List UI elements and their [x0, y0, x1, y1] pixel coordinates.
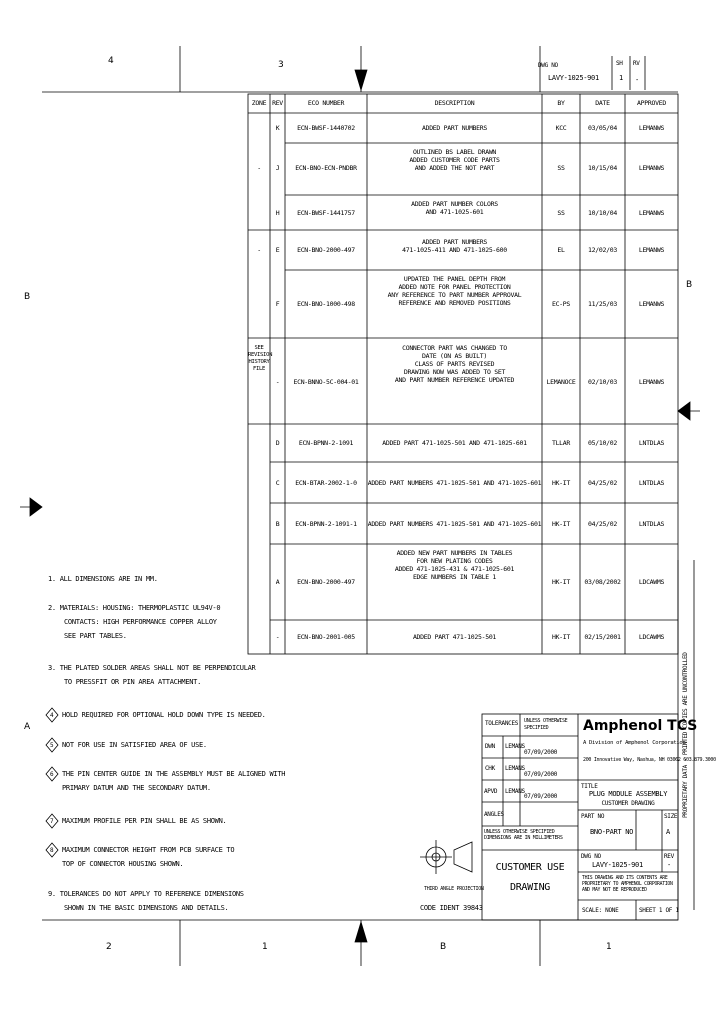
by-cell: KCC [555, 124, 567, 132]
note-3a: 3. THE PLATED SOLDER AREAS SHALL NOT BE PERPENDICULAR [48, 664, 256, 672]
note-9b: SHOWN IN THE BASIC DIMENSIONS AND DETAILS. [64, 904, 229, 912]
eco-cell: ECN-BNO-2000-497 [297, 246, 355, 254]
note-marker-4: 4 [50, 712, 54, 719]
rev-cell: C [275, 479, 280, 487]
by-cell: LEMANOCE [546, 378, 576, 386]
title-label: TITLE [581, 783, 598, 790]
rev-value: - [667, 861, 671, 869]
eco-cell: ECN-BPNN-2-1091 [298, 439, 354, 447]
angles-label: ANGLES [484, 811, 504, 818]
approved-cell: LNTDLAS [638, 479, 665, 487]
note-4: HOLD REQUIRED FOR OPTIONAL HOLD DOWN TYPE IS NEEDED. [62, 711, 266, 719]
by-cell: HK-IT [551, 520, 571, 528]
rev-cell: - [275, 633, 280, 641]
part-label: PART NO [581, 813, 605, 820]
date-cell: 03/05/04 [588, 124, 617, 132]
desc-cell: ADDED PART NUMBERS 471-1025-501 AND 471-1025-601 [367, 479, 542, 487]
rev-label: REV [664, 853, 674, 860]
drawn-date: 07/09/2000 [524, 749, 558, 756]
zone-top-3: 3 [278, 60, 284, 70]
note-2b: CONTACTS: HIGH PERFORMANCE COPPER ALLOY [64, 618, 217, 626]
approved-cell: LEMANWS [638, 124, 665, 132]
zone-left-a: A [24, 722, 31, 732]
approved-cell: LEMANWS [638, 378, 665, 386]
note-marker-8: 8 [50, 847, 54, 854]
zone-cell: SEE REVISION HISTORY FILE [248, 345, 273, 372]
desc-cell: OUTLINED BS LABEL DRAWN ADDED CUSTOMER CODE PARTS AND ADDED THE NOT PART [409, 148, 500, 172]
header-dwg-no: LAVY-1025-901 [548, 74, 599, 82]
disclaimer: THIS DRAWING AND ITS CONTENTS ARE PROPRIETARY TO AMPHENOL CORPORATION AND MAY NOT BE REPRODUCED [582, 876, 673, 893]
eco-cell: ECN-BTAR-2002-1-0 [295, 479, 357, 487]
note-5: NOT FOR USE IN SATISFIED AREA OF USE. [62, 741, 207, 749]
zone-bottom-1: 1 [262, 942, 268, 952]
desc-cell: CONNECTOR PART WAS CHANGED TO DATE (ON AS BUILT) CLASS OF PARTS REVISED DRAWING NOW WAS ADDED TO SET AND PART NUMBER REFERENCE UPDATED [394, 344, 515, 384]
date-cell: 03/08/2002 [584, 578, 621, 586]
desc-cell: ADDED PART NUMBERS 471-1025-501 AND 471-1025-601 [367, 520, 542, 528]
date-cell: 12/02/03 [588, 246, 617, 254]
rev-cell: F [275, 300, 280, 308]
note-6b: PRIMARY DATUM AND THE SECONDARY DATUM. [62, 784, 211, 792]
rev-col-eco: ECO NUMBER [307, 99, 345, 107]
checked-label: CHK [485, 765, 495, 772]
rev-cell: D [275, 439, 280, 447]
eco-cell: ECN-BNNO-5C-004-01 [293, 378, 359, 386]
checked-by: LEMANS [505, 765, 525, 772]
by-cell: SS [557, 209, 565, 217]
drawn-by: LEMANS [505, 743, 525, 750]
zone-cell: - [257, 246, 261, 254]
drawing-title: PLUG MODULE ASSEMBLY [588, 790, 668, 798]
eco-cell: ECN-BNO-2000-497 [297, 578, 355, 586]
customer-use: CUSTOMER USE [495, 862, 565, 873]
rev-cell: - [275, 378, 280, 386]
note-2a: 2. MATERIALS: HOUSING: THERMOPLASTIC UL94V-0 [48, 604, 221, 612]
date-cell: 02/15/2001 [584, 633, 621, 641]
note-8b: TOP OF CONNECTOR HOUSING SHOWN. [62, 860, 184, 868]
zone-right-b: B [686, 280, 693, 290]
projection-label: THIRD ANGLE PROJECTION [424, 886, 484, 892]
code-ident: CODE IDENT 39843 [420, 904, 483, 912]
approved-cell: LEMANWS [638, 300, 665, 308]
approved-cell: LEMANWS [638, 246, 665, 254]
by-cell: HK-IT [551, 479, 571, 487]
rev-col-date: DATE [595, 99, 610, 107]
drawing-subtitle: CUSTOMER DRAWING [601, 800, 655, 807]
brand-logo: Amphenol TCS [583, 718, 698, 734]
note-6a: THE PIN CENTER GUIDE IN THE ASSEMBLY MUST BE ALIGNED WITH [62, 770, 286, 778]
approved-date: 07/09/2000 [524, 793, 558, 800]
sheet-label: SHEET 1 OF 1 [639, 907, 679, 914]
approved-cell: LNTDLAS [638, 520, 665, 528]
date-cell: 04/25/02 [588, 479, 617, 487]
date-cell: 10/10/04 [588, 209, 617, 217]
tolerances-value: UNLESS OTHERWISE SPECIFIED [524, 718, 568, 731]
rev-cell: B [275, 520, 280, 528]
note-marker-6: 6 [50, 771, 54, 778]
note-1: 1. ALL DIMENSIONS ARE IN MM. [48, 575, 158, 583]
approved-cell: LDCAWMS [638, 578, 665, 586]
by-cell: SS [557, 164, 565, 172]
rev-col-by: BY [557, 99, 565, 107]
note-marker-5: 5 [50, 742, 54, 749]
eco-cell: ECN-BNO-ECN-PNDBR [295, 164, 357, 172]
checked-date: 07/09/2000 [524, 771, 558, 778]
size-value: A [666, 828, 670, 836]
date-cell: 02/10/03 [588, 378, 617, 386]
rev-cell: J [275, 164, 280, 172]
header-sheet: 1 [619, 74, 623, 82]
approved-cell: LNTDLAS [638, 439, 665, 447]
eco-cell: ECN-BNO-2001-005 [297, 633, 355, 641]
note-3b: TO PRESSFIT OR PIN AREA ATTACHMENT. [64, 678, 202, 686]
drawn-label: DWN [485, 743, 495, 750]
by-cell: EL [557, 246, 565, 254]
zone-bottom-b: B [440, 942, 447, 952]
approved-by: LEMANS [505, 788, 525, 795]
eco-cell: ECN-BNO-1000-498 [297, 300, 355, 308]
part-number: BNO-PART NO [590, 828, 634, 836]
desc-cell: ADDED PART NUMBERS [421, 124, 488, 132]
rev-cell: K [275, 124, 280, 132]
brand-address: 200 Innovative Way, Nashua, NH 03062 603.879.3000 [583, 757, 716, 763]
eco-cell: ECN-BWSF-1440702 [297, 124, 355, 132]
header-rev: - [635, 76, 639, 84]
rev-col-zone: ZONE [251, 99, 267, 107]
rev-col-approved: APPROVED [637, 99, 666, 107]
desc-cell: ADDED NEW PART NUMBERS IN TABLES FOR NEW PLATING CODES ADDED 471-1025-431 & 471-1025-601 EDGE NUMBERS IN TABLE 1 [394, 549, 515, 581]
eco-cell: ECN-BPNN-2-1091-1 [295, 520, 357, 528]
date-cell: 05/10/02 [588, 439, 617, 447]
note-7: MAXIMUM PROFILE PER PIN SHALL BE AS SHOWN. [62, 817, 227, 825]
approved-cell: LEMANWS [638, 164, 665, 172]
zone-left-b: B [24, 292, 31, 302]
note-9a: 9. TOLERANCES DO NOT APPLY TO REFERENCE DIMENSIONS [48, 890, 244, 898]
customer-drawing: DRAWING [509, 882, 551, 893]
tolerances-label: TOLERANCES [485, 720, 519, 727]
by-cell: HK-IT [551, 578, 571, 586]
material-note: UNLESS OTHERWISE SPECIFIED DIMENSIONS ARE IN MILLIMETERS [484, 829, 563, 841]
size-label: SIZE [664, 813, 678, 820]
rev-col-rev: REV [272, 99, 283, 107]
by-cell: HK-IT [551, 633, 571, 641]
header-sheet-label: SH [616, 60, 623, 67]
desc-cell: ADDED PART 471-1025-501 AND 471-1025-601 [382, 439, 527, 447]
zone-bottom-1b: 1 [606, 942, 612, 952]
zone-cell: - [257, 164, 261, 172]
desc-cell: ADDED PART 471-1025-501 [412, 633, 497, 641]
date-cell: 04/25/02 [588, 520, 617, 528]
desc-cell: ADDED PART NUMBERS 471-1025-411 AND 471-1025-600 [402, 238, 507, 254]
approved-cell: LEMANWS [638, 209, 665, 217]
header-dwg-label: DWG NO [538, 62, 558, 69]
note-marker-7: 7 [50, 818, 54, 825]
approved-label: APVD [484, 788, 498, 795]
desc-cell: ADDED PART NUMBER COLORS AND 471-1025-601 [411, 200, 498, 216]
header-rev-label: RV [633, 60, 640, 67]
by-cell: EC-PS [551, 300, 571, 308]
rev-cell: E [275, 246, 280, 254]
zone-bottom-2: 2 [106, 942, 112, 952]
note-8a: MAXIMUM CONNECTOR HEIGHT FROM PCB SURFACE TO [62, 846, 235, 854]
dwg-label: DWG NO [581, 853, 601, 860]
date-cell: 11/25/03 [588, 300, 617, 308]
brand-sub: A Division of Amphenol Corporation [583, 740, 686, 746]
dwg-number: LAVY-1025-901 [592, 861, 643, 869]
date-cell: 10/15/04 [588, 164, 617, 172]
zone-top-4: 4 [108, 56, 114, 66]
by-cell: TLLAR [551, 439, 571, 447]
note-2c: SEE PART TABLES. [64, 632, 127, 640]
approved-cell: LDCAWMS [638, 633, 665, 641]
side-strip-text: PROPRIETARY DATA - PRINTED COPIES ARE UNCONTROLLED [682, 652, 689, 818]
rev-cell: H [275, 209, 280, 217]
rev-cell: A [275, 578, 280, 586]
rev-col-desc: DESCRIPTION [434, 99, 475, 107]
desc-cell: UPDATED THE PANEL DEPTH FROM ADDED NOTE FOR PANEL PROTECTION ANY REFERENCE TO PART NUMBER APPROVAL REFERENCE AND REMOVED POSITIONS [387, 275, 522, 307]
scale-label: SCALE: NONE [582, 907, 619, 914]
eco-cell: ECN-BWSF-1441757 [297, 209, 355, 217]
